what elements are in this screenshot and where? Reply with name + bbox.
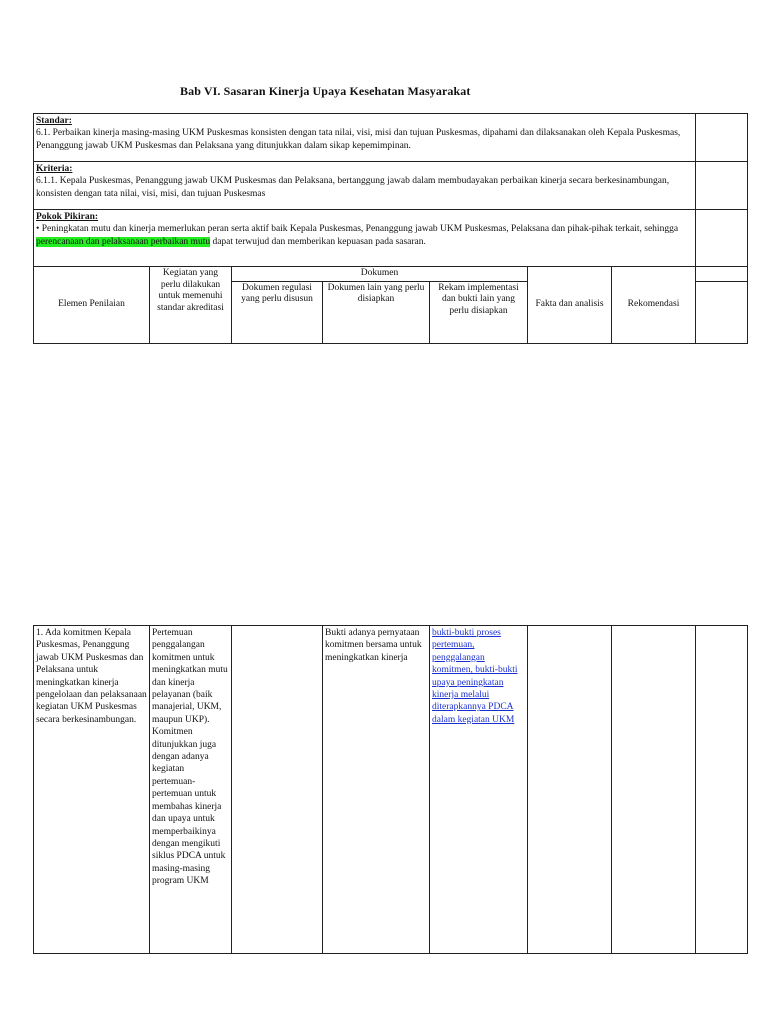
kriteria-text: 6.1.1. Kepala Puskesmas, Penanggung jawab UKM Puskesmas dan Pelaksana, bertanggung jawab dalam membudayakan perbaikan kinerja secara berkesinambungan, konsisten dengan tata nilai, visi, misi, dan tujuan Puskesmas [36,176,670,199]
criteria-table [33,113,748,344]
pokok-cell [34,210,696,267]
row1-rekam-link[interactable]: bukti-bukti proses pertemuan, penggalangan komitmen, bukti-bukti upaya peningkatan kinerja melalui diterapkannya PDCA dalam kegiatan UKM [432,628,518,725]
elemen-table [33,625,748,954]
row1-elemen: 1. Ada komitmen Kepala Puskesmas, Penanggung jawab UKM Puskesmas dan Pelaksana untuk meningkatkan kinerja pengelolaan dan pelaksanaan kegiatan UKM Puskesmas secara berkesinambungan. [34,626,150,954]
row1-fakta [528,626,612,954]
header-dokumen: Dokumen [232,267,528,282]
empty-side-cell [696,210,748,267]
standar-cell [34,114,696,162]
header-kegiatan: Kegiatan yang perlu dilakukan untuk memenuhi standar akreditasi [150,267,232,344]
pokok-text [36,223,693,248]
pokok-text-after: dapat terwujud dan memberikan kepuasan pada sasaran. [210,236,426,247]
pokok-highlight: perencanaan dan pelaksanaan perbaikan mutu [36,236,211,247]
row1-kegiatan: Pertemuan penggalangan komitmen untuk meningkatkan mutu dan kinerja pelayanan (baik manajerial, UKM, maupun UKP). Komitmen ditunjukkan juga dengan adanya kegiatan pertemuan-pertemuan untuk membahas kinerja dan upaya untuk memperbaikinya dengan mengikuti siklus PDCA untuk masing-masing program UKM [150,626,232,954]
header-fakta: Fakta dan analisis [528,267,612,344]
empty-side-cell [696,267,748,282]
header-elemen: Elemen Penilaian [34,267,150,344]
pokok-text-before: • Peningkatan mutu dan kinerja memerlukan peran serta aktif baik Kepala Puskesmas, Penanggung jawab UKM Puskesmas, Pelaksana dan pihak-pihak terkait, sehingga [36,224,679,235]
empty-side-cell [696,281,748,343]
header-regulasi: Dokumen regulasi yang perlu disusun [232,281,323,343]
header-lain: Dokumen lain yang perlu disiapkan [323,281,430,343]
table-row [34,626,748,954]
empty-side-cell [696,626,748,954]
header-rekam: Rekam implementasi dan bukti lain yang perlu disiapkan [430,281,528,343]
standar-heading: Standar: [36,116,72,126]
row1-rekomendasi [612,626,696,954]
row1-rekam-cell [430,626,528,954]
kriteria-cell [34,162,696,210]
header-rekomendasi: Rekomendasi [612,267,696,344]
row1-lain: Bukti adanya pernyataan komitmen bersama untuk meningkatkan kinerja [323,626,430,954]
kriteria-heading: Kriteria: [36,164,73,174]
standar-text: 6.1. Perbaikan kinerja masing-masing UKM Puskesmas konsisten dengan tata nilai, visi, misi dan tujuan Puskesmas, dipahami dan dilaksanakan oleh Kepala Puskesmas, Penanggung jawab UKM Puskesmas dan Pelaksana yang ditunjukkan dalam sikap kepemimpinan. [36,128,681,151]
row1-regulasi [232,626,323,954]
empty-side-cell [696,114,748,162]
page-title: Bab VI. Sasaran Kinerja Upaya Kesehatan Masyarakat [180,84,471,98]
pokok-heading: Pokok Pikiran: [36,212,99,222]
empty-side-cell [696,162,748,210]
